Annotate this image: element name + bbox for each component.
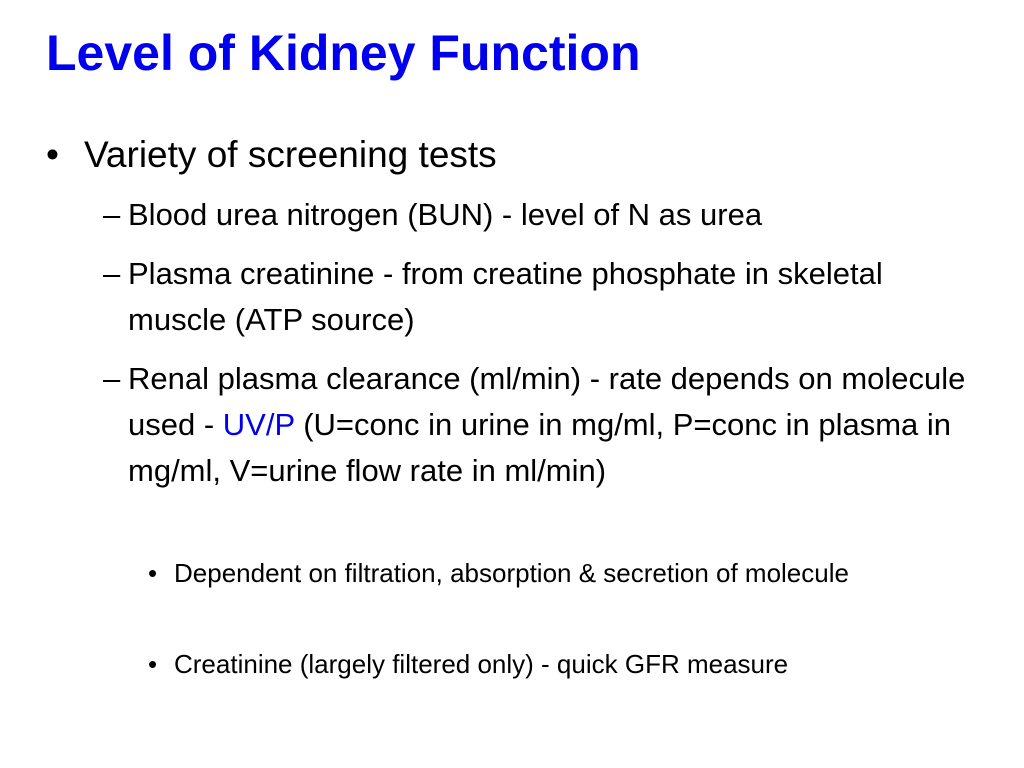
clearance-text-start: Renal plasma clearance (ml/min) - rate depends on molecule used - — [128, 361, 966, 442]
bullet-dot-icon: • — [148, 649, 158, 679]
dash-icon: – — [103, 256, 121, 291]
sub-sub-bullet-creatinine — [148, 645, 928, 683]
bullet-screening-tests — [46, 133, 497, 177]
clearance-text-end: (U=conc in urine in mg/ml, P=conc in plasma in mg/ml, V=urine flow rate in ml/min) — [128, 407, 952, 488]
dash-icon: – — [103, 197, 121, 232]
sub-bullet-text — [103, 356, 983, 494]
sub-bullet-bun — [103, 192, 983, 238]
sub-bullet-text: Plasma creatinine - from creatine phosphate in skeletal muscle (ATP source) — [128, 256, 883, 337]
sub-bullet-plasma-creatinine — [103, 251, 983, 343]
sub-bullet-text: Blood urea nitrogen (BUN) - level of N as urea — [128, 197, 763, 232]
dash-icon: – — [103, 361, 121, 396]
bullet-dot-icon: • — [46, 134, 59, 175]
sub-bullet-renal-clearance — [103, 356, 983, 494]
uvp-formula: UV/P — [222, 407, 295, 442]
sub-sub-bullet-text: Creatinine (largely filtered only) - quick GFR measure — [174, 649, 789, 679]
sub-sub-bullet-text: Dependent on filtration, absorption & secretion of molecule — [174, 558, 849, 588]
slide-title: Level of Kidney Function — [46, 25, 641, 81]
bullet-dot-icon: • — [148, 558, 158, 588]
bullet-text: Variety of screening tests — [84, 134, 497, 175]
sub-sub-bullet-dependent — [148, 554, 928, 592]
